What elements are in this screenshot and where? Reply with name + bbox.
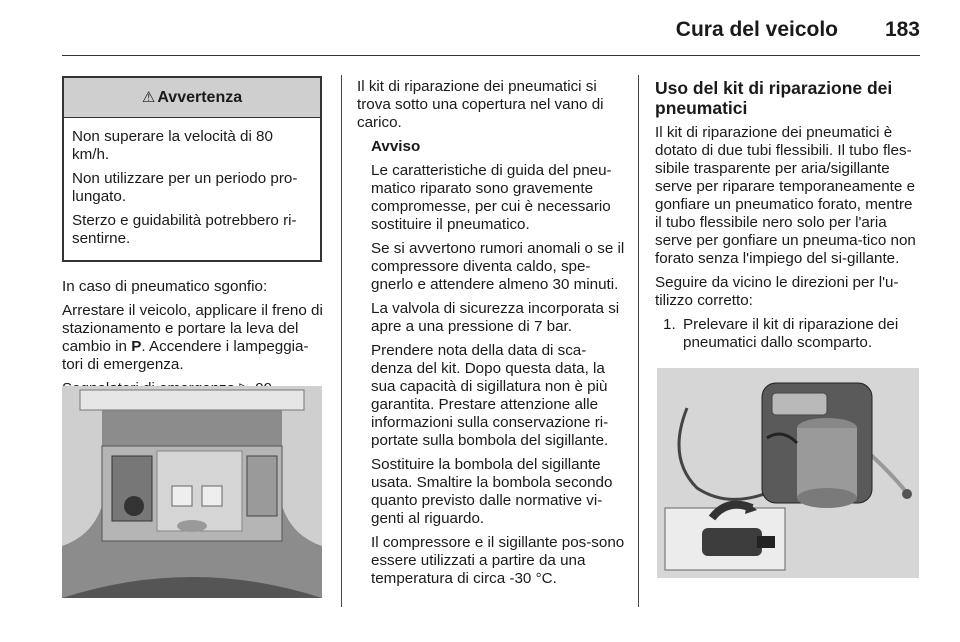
notice-paragraph: Le caratteristiche di guida del pneu-matico riparato sono gravemente compromesse, per cui è necessario sostituire il pneumatico. — [371, 162, 612, 233]
left-column — [62, 76, 324, 404]
warning-header — [64, 78, 320, 118]
right-column — [655, 78, 920, 352]
column-divider-1 — [341, 75, 342, 607]
middle-column — [357, 78, 625, 594]
header-title: Cura del veicolo — [675, 18, 838, 41]
notice-paragraph: Prendere nota della data di sca-denza del kit. Dopo questa data, la sua capacità di sigillatura non è più garantita. Prestare attenzione alle informazioni sulla conservazione ri-portate sulla bombola del sigillante. — [371, 342, 609, 449]
notice-paragraph: Se si avvertono rumori anomali o se il compressore diventa caldo, spe-gnerlo e attendere almeno 30 minuti. — [371, 240, 625, 293]
cargo-compartment-photo — [62, 386, 322, 598]
notice-paragraph: Il compressore e il sigillante pos-sono essere utilizzati a partire da una temperatura di circa -30 °C. — [371, 534, 625, 587]
flat-tire-intro: In caso di pneumatico sgonfio: — [62, 278, 268, 295]
kit-location-text: Il kit di riparazione dei pneumatici si trova sotto una copertura nel vano di carico. — [357, 78, 604, 131]
directions-intro: Seguire da vicino le direzioni per l'u-tilizzo corretto: — [655, 274, 899, 309]
section-title: Uso del kit di riparazione dei pneumatici — [655, 78, 893, 118]
hoses-description: Il kit di riparazione dei pneumatici è dotato di due tubi flessibili. Il tubo fles-sibile trasparente per aria/sigillante serve per riparare temporaneamente e gonfiare un pneumatico forato, mentre il tubo flessibile nero solo per l'aria serve per gonfiare un pneuma-tico non forato senza l'impiego del si-gillante. — [655, 124, 916, 267]
page-number: 183 — [884, 18, 920, 41]
notice-title: Avviso — [371, 138, 421, 155]
step-number: 1. — [663, 316, 676, 333]
stop-vehicle-instruction: Arrestare il veicolo, applicare il freno di stazionamento e portare la leva del cambio in P. Accendere i lampeggia-tori di emergenza. — [62, 302, 323, 373]
warning-triangle-icon: ⚠ — [141, 88, 156, 106]
header-rule — [62, 55, 920, 56]
warning-box — [62, 76, 322, 262]
warning-paragraph: Non utilizzare per un periodo pro-lungato. — [72, 170, 298, 205]
warning-paragraph: Non superare la velocità di 80 km/h. — [72, 128, 273, 163]
step-item — [655, 316, 920, 352]
warning-paragraph: Sterzo e guidabilità potrebbero ri-sentirne. — [72, 212, 297, 247]
column-divider-2 — [638, 75, 639, 607]
notice-paragraph: Sostituire la bombola del sigillante usata. Smaltire la bombola secondo quanto previsto dalle normative vi-genti al riguardo. — [371, 456, 613, 527]
notice-paragraph: La valvola di sicurezza incorporata si apre a una pressione di 7 bar. — [371, 300, 620, 335]
step-text: Prelevare il kit di riparazione dei pneumatici dallo scomparto. — [683, 316, 899, 351]
notice-block — [357, 138, 625, 588]
repair-kit-photo — [657, 368, 919, 578]
warning-title: Avvertenza — [157, 88, 243, 106]
warning-body — [64, 118, 320, 260]
